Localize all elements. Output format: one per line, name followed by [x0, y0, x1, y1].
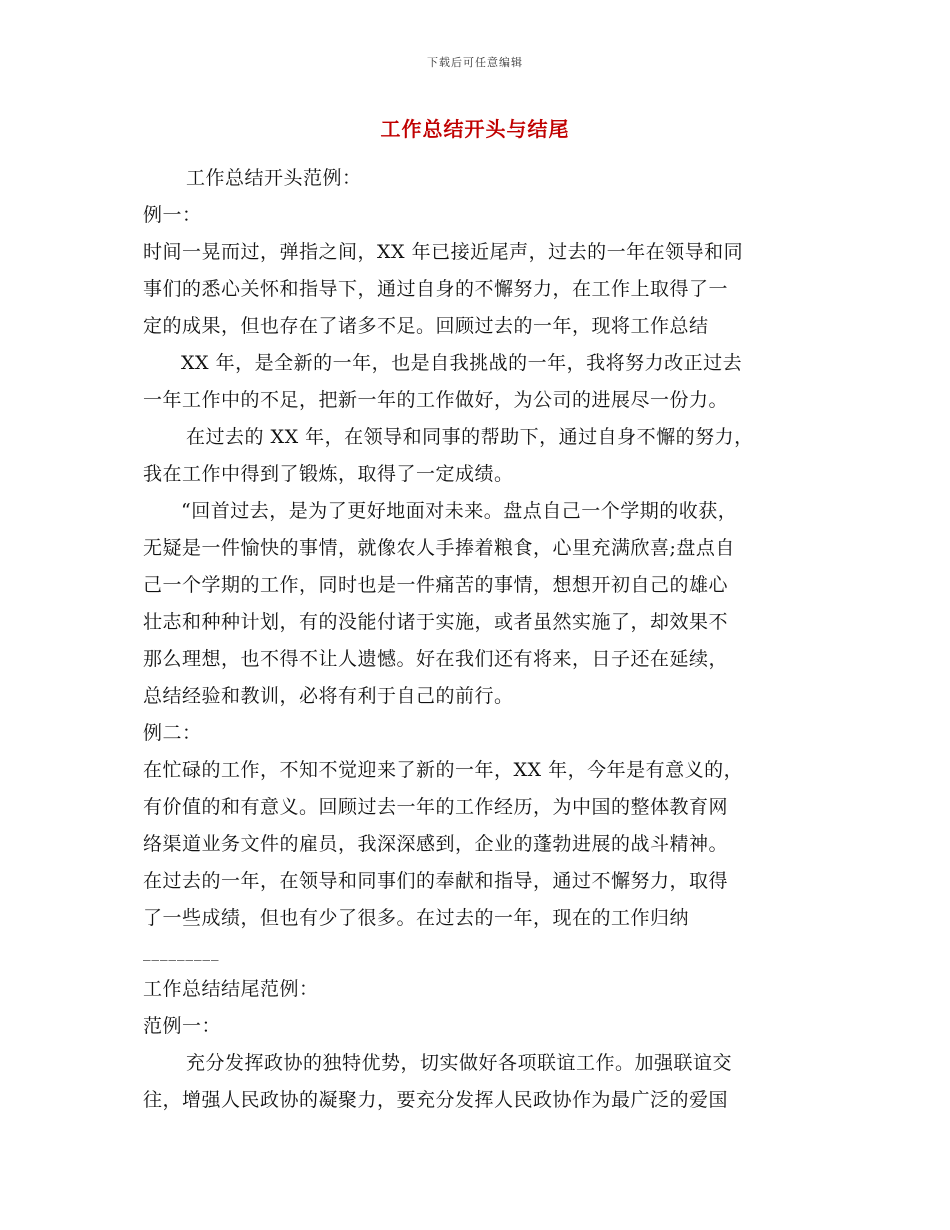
section-heading-opening: 工作总结开头范例： [186, 167, 362, 189]
text-line: 定的成果，但也存在了诸多不足。回顾过去的一年，现将工作总结 [143, 315, 709, 337]
text-line: XX 年，是全新的一年，也是自我挑战的一年，我将努力改正过去 [181, 352, 743, 374]
text-line: 充分发挥政协的独特优势，切实做好各项联谊工作。加强联谊交 [186, 1052, 733, 1074]
text-line: 壮志和种种计划，有的没能付诸于实施，或者虽然实施了，却效果不 [143, 611, 729, 633]
example-label-2: 例二： [143, 722, 202, 744]
document-title: 工作总结开头与结尾 [380, 117, 570, 141]
section-heading-closing: 工作总结结尾范例： [143, 978, 319, 1000]
text-line: 一年工作中的不足，把新一年的工作做好，为公司的进展尽一份力。 [143, 389, 729, 411]
document-body [143, 160, 808, 1119]
text-line: 了一些成绩，但也有少了很多。在过去的一年，现在的工作归纳 [143, 907, 690, 929]
text-line: 己一个学期的工作，同时也是一件痛苦的事情，想想开初自己的雄心 [143, 574, 729, 596]
text-line: 那么理想，也不得不让人遗憾。好在我们还有将来，日子还在延续， [143, 648, 729, 670]
text-line: “回首过去，是为了更好地面对未来。盘点自己一个学期的收获， [181, 500, 738, 522]
separator-dashes: _________ [143, 943, 220, 961]
text-line: 无疑是一件愉快的事情，就像农人手捧着粮食，心里充满欣喜;盘点自 [143, 537, 735, 559]
text-line: 我在工作中得到了锻炼，取得了一定成绩。 [143, 463, 514, 485]
example-label-closing-1: 范例一： [143, 1015, 222, 1037]
text-line: 总结经验和教训，必将有利于自己的前行。 [143, 685, 514, 707]
text-line: 络渠道业务文件的雇员，我深深感到，企业的蓬勃进展的战斗精神。 [143, 833, 729, 855]
text-line: 在过去的 XX 年，在领导和同事的帮助下，通过自身不懈的努力， [186, 426, 754, 448]
example-label-1: 例一： [143, 204, 202, 226]
text-line: 往，增强人民政协的凝聚力，要充分发挥人民政协作为最广泛的爱国 [143, 1089, 729, 1111]
text-line: 时间一晃而过，弹指之间，XX 年已接近尾声，过去的一年在领导和同 [143, 241, 744, 263]
text-line: 在忙碌的工作，不知不觉迎来了新的一年，XX 年，今年是有意义的， [143, 759, 744, 781]
text-line: 有价值的和有意义。回顾过去一年的工作经历，为中国的整体教育网 [143, 796, 729, 818]
header-note: 下载后可任意编辑 [427, 56, 523, 69]
text-line: 事们的悉心关怀和指导下，通过自身的不懈努力，在工作上取得了一 [143, 278, 729, 300]
text-line: 在过去的一年，在领导和同事们的奉献和指导，通过不懈努力，取得 [143, 870, 729, 892]
